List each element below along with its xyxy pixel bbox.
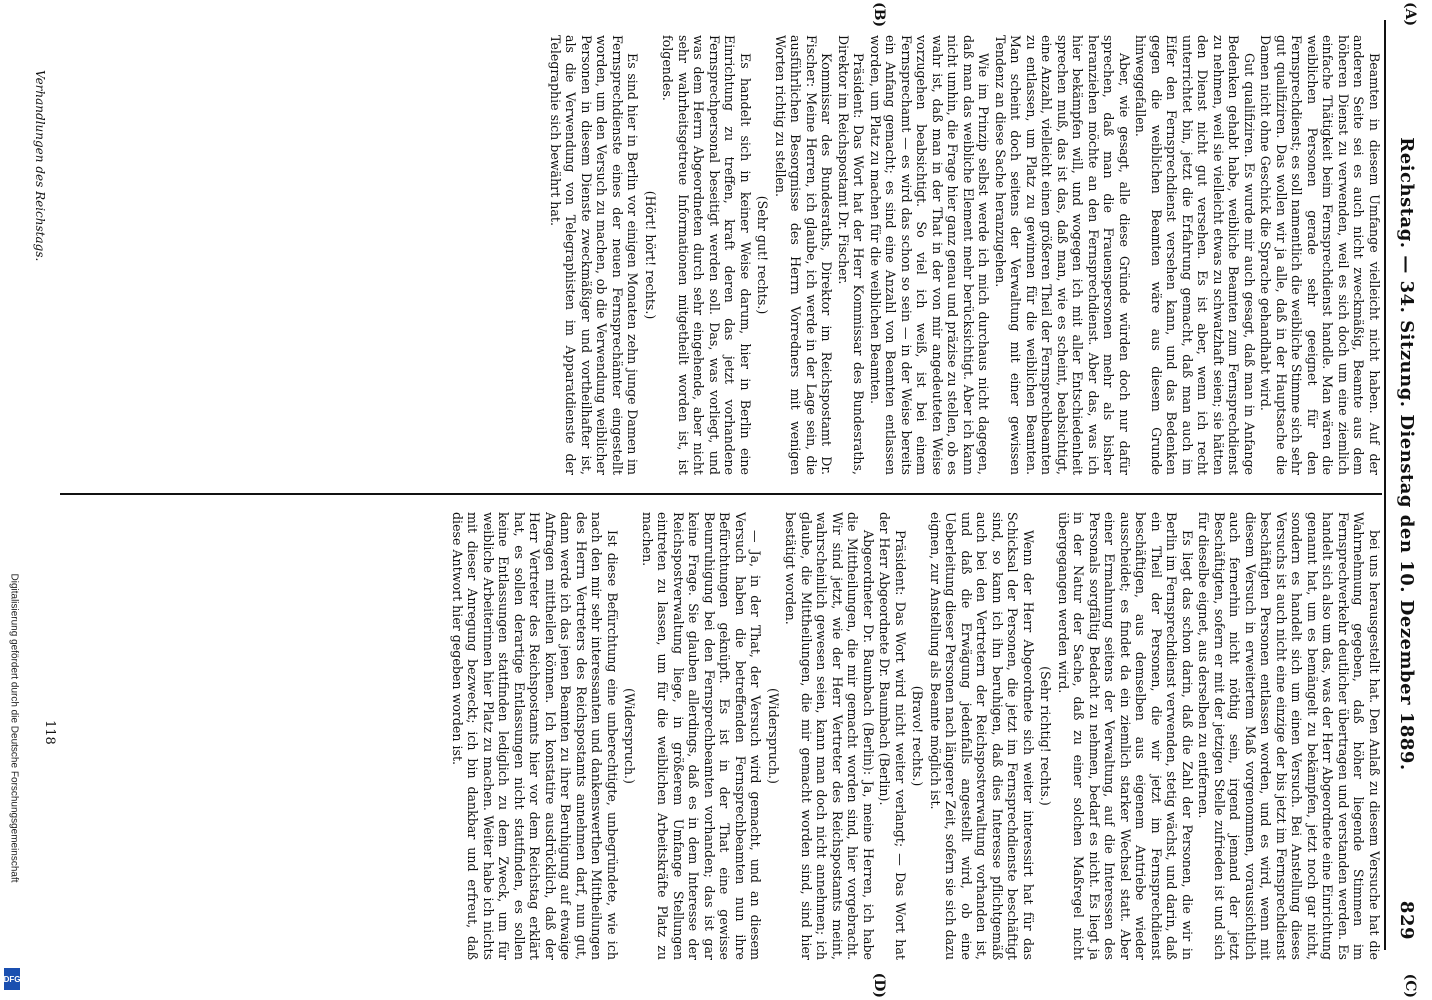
interjection: (Sehr gut! rechts.) [755, 195, 771, 315]
dfg-logo: DFG [4, 968, 20, 990]
paragraph: Wenn der Herr Abgeordnete sich weiter interessirt hat für das Schicksal der Personen, die jetzt im Fernsprechdienste beschäftigt sind, so kann ich ihn beruhigen, daß dies Interesse pflichtgemäß auch bei den Vertretern der Reichspostverwaltung vorhanden ist, und daß die Erwägung jedenfalls angestellt wird, ob eine Ueberleitung dieser Personen nach längerer Zeit, sofern sie sich dazu eignen, zur Anstellung als Beamte möglich ist. [928, 512, 1036, 960]
paragraph: Es handelt sich in keiner Weise darum, hier in Berlin eine Einrichtung zu treffen, kraft deren das jetzt vorhandene Fernsprechpersonal beseitigt werden soll. Das, was vorliegt, und was dem Herrn Abgeordneten durch sehr eingehende, aber nicht sehr wahrheitsgetreue Informationen mitgetheilt worden ist, ist folgendes. [660, 35, 753, 475]
interjection: (Bravo! rechts.) [910, 685, 926, 787]
paragraph: Gut qualifiziren. Es wurde mir auch gesagt, daß man in Anfange Bedenken gehabt habe, weibliche Beamten zum Fernsprechdienst zu nehmen, weil sie vielleicht etwas zu schwatzhaft seien; sie hätten den Dienst nicht gut versehen. Es ist aber, wenn ich recht unterrichtet bin, jetzt die Erfahrung gemacht, daß man auch im Eifer den Fernsprechdienst versehen kann, und das Bedenken gegen die weiblichen Beamten wäre aus diesem Grunde hinweggefallen. [1133, 35, 1257, 475]
column-divider [60, 493, 1382, 495]
credit-text: Digitalisierung gefördert durch die Deutsche Forschungsgemeinschaft [8, 573, 20, 883]
margin-marker-c: (C) [1402, 973, 1418, 998]
margin-marker-d: (D) [871, 972, 887, 998]
paragraph: bei uns herausgestellt hat. Den Anlaß zu diesem Versuche hat die Wahrnehmung gegeben, daß höher liegende Stimmen im Fernsprechverkehr deutlicher übertragen und verstanden werden. Es handelt sich also um das, was der Herr Abgeordnete eine Einrichtung genannt hat, um es bemängelt zu bekämpfen, jetzt noch gar nicht, sondern es handelt sich um einen Versuch. Bei Anstellung dieses Versuchs ist auch nicht eine einzige der bis jetzt im Fernsprechdienst beschäftigten Personen entlassen worden, und es wird, wenn mit diesem Versuch in erweitertem Maß vorgenommen, voraussichtlich auch fernerhin nicht nöthig sein, irgend jemand der jetzt Beschäftigten, sofern er mit der jetzigen Stelle zufrieden ist und sich für dieselbe eignet, aus derselben zu entfernen. [1196, 512, 1382, 960]
page-number: 829 [1396, 900, 1418, 940]
paragraph: Beamten in diesem Umfange vielleicht nicht haben. Auf der anderen Seite sei es auch nicht zweckmäßig, Beamte aus dem höheren Dienst zu verwenden, weil es sich doch um eine ziemlich einfache Thätigkeit beim Fernsprechdienst handle. Man wären die weiblichen Personen gerade sehr geeignet für den Fernsprechdienst; es soll namentlich die weibliche Stimme sich sehr gut qualifiziren. Das wollen wir ja alle, daß in der Hauptsache die Damen nicht ohne Geschick die Sprache gehandhabt wird. [1258, 35, 1382, 475]
left-column [60, 35, 1382, 475]
header-title: Reichstag. — 34. Sitzung. Dienstag den 10. Dezember 1889. [1396, 137, 1418, 771]
digitization-credit [2, 573, 26, 1000]
sheet-number: 118 [42, 720, 57, 745]
speaker-paragraph: Abgeordneter Dr. Baumbach (Berlin): Ja, meine Herren, ich habe die Mittheilungen, die mir gemacht worden sind, hier vorgebracht. Wir sind jetzt, wie der Herr Vertreter des Reichspostamts meint, wahrscheinlich gewesen seien, kann man doch nicht annehmen; ich glaube, die Mittheilungen, die mir gemacht worden sind, sind hier bestätigt worden. [783, 512, 876, 960]
interjection: (Sehr richtig! rechts.) [1038, 666, 1054, 806]
paragraph: Aber, wie gesagt, alle diese Gründe würden doch nur dafür sprechen, daß man die Frauenspersonen mehr als bisher heranziehen möchte an den Fernsprechdienst. Aber das, was ich hier bekämpfen will, und wogegen ich mit aller Entschiedenheit sprechen muß, das ist das, daß man, wie es scheint, beabsichtigt, eine Anzahl, vielleicht einen größeren Theil der Fernsprechbeamten zu entlassen, um Platz zu gewinnen für die weiblichen Beamten. Man scheint doch seitens der Verwaltung mit einer gewissen Tendenz an diese Sache heranzugehen. [993, 35, 1132, 475]
speaker-paragraph: Kommissar des Bundesraths, Direktor im Reichspostamt Dr. Fischer: Meine Herren, ich glaube, ich werde in der Lage sein, die ausführlichen Besorgnisse des Herrn Vorredners mit wenigen Worten richtig zu stellen. [773, 35, 835, 475]
right-column [60, 512, 1382, 960]
interjection: (Widerspruch.) [766, 688, 781, 784]
margin-marker-b: (B) [871, 2, 887, 28]
footer-note: Verhandlungen des Reichstags. [33, 70, 47, 262]
paragraph: Wie im Prinzip selbst werde ich mich durchaus nicht dagegen, daß man das weibliche Element mehr berücksichtigt. Aber ich kann nicht umhin, die Frage hier ganz genau und präzise zu stellen, ob es wahr ist, daß man in der That in der von mir angedeuteten Weise vorzugehen beabsichtigt. So viel ich weiß, ist bei einem Fernsprechamt — es wird das schon so sein — in der Weise bereits ein Anfang gemacht; es sind eine Anzahl von Beamten entlassen worden, um Platz zu machen für die weiblichen Beamten. [868, 35, 992, 475]
paragraph: Ist diese Befürchtung eine unberechtigte, unbegründete, wie ich nach den mir sehr interessanten und dankenswerthen Mittheilungen des Herrn Vertreters des Reichspostamts annehmen darf, nun gut, dann werde ich das jenen Beamten zu ihrer Beruhigung auf etwaige Anfragen mittheilen können. Ich konstatire ausdrücklich, daß der Herr Vertreter des Reichspostamts hier vor dem Reichstag erklärt hat, es sollen derartige Entlassungen nicht stattfinden, es sollen keine Entlassungen stattfinden lediglich zu dem Zweck, um für weibliche Arbeiterinnen hier Platz zu machen. Weiter habe ich nichts mit dieser Anregung bezweckt; ich bin dankbar und erfreut, daß diese Antwort hier gegeben worden ist. [450, 512, 620, 960]
paragraph: Es sind hier in Berlin vor einigen Monaten zehn junge Damen im Fernsprechdienste eines der neuen Fernsprechämter eingestellt worden, um den Versuch zu machen, ob die Verwendung weiblicher Personen in diesem Dienste zweckmäßiger und vortheilhafter ist, als die Verwendung von Telegraphisten im Apparatdienste der Telegraphie sich bewährt hat. [548, 35, 641, 475]
header-rule [1384, 20, 1386, 950]
interjection: (Widerspruch.) [622, 688, 638, 784]
paragraph: Es liegt das schon darin, daß die Zahl der Personen, die wir in Berlin im Fernsprechdienst verwenden, stetig wächst, und darin, daß ein Theil der Personen, die wir jetzt im Fernsprechdienst beschäftigen, aus demselben aus eigenem Antriebe wieder ausscheidet; es findet da ein ziemlich starker Wechsel statt. Aber einer Ermahnung seitens der Verwaltung, auf die Interessen des Personals sorgfältig Bedacht zu nehmen, bedarf es nicht. Es liegt ja in der Natur der Sache, daß zu einer solchen Maßregel nicht übergegangen werden wird. [1056, 512, 1195, 960]
interjection: (Hört! hört! rechts.) [643, 190, 658, 320]
margin-marker-a: (A) [1402, 2, 1418, 27]
paragraph: — Ja, in der That, der Versuch wird gemacht, und an diesem Versuch haben die betreffenden Fernsprechbeamten nun ihre Befürchtungen geknüpft. Es ist in der That eine gewisse Beunruhigung bei den Fernsprechbeamten vorhanden; das ist gar keine Frage. Sie glauben allerdings, daß es in dem Interesse der Reichspostverwaltung liege, in größerem Umfange Stellungen eintreten zu lassen, um für die weiblichen Arbeitskräfte Platz zu machen. [640, 512, 764, 960]
speaker-paragraph: Präsident: Das Wort hat der Herr Kommissar des Bundesraths, Direktor im Reichspostamt Dr. Fischer. [836, 35, 867, 475]
page-header [1388, 28, 1426, 940]
speaker-paragraph: Präsident: Das Wort wird nicht weiter verlangt; — Das Wort hat der Herr Abgeordnete Dr. Baumbach (Berlin). [877, 512, 908, 960]
